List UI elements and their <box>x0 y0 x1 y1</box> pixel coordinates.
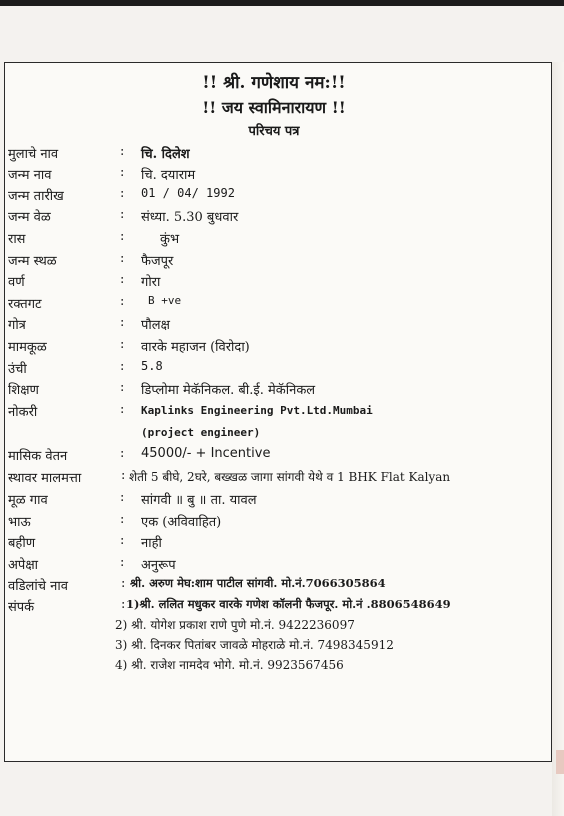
field-father-name: वडिलांचे नाव : श्री. अरुण मेघ:शाम पाटील सांगवी. मो.नं.7066305864 <box>8 576 386 594</box>
field-name: मुलाचे नाव : चि. दिलेश <box>8 144 190 162</box>
field-value: डिप्लोमा मेकॅनिकल. बी.ई. मेकॅनिकल <box>141 383 316 398</box>
field-label: गोत्र <box>8 318 26 333</box>
field-brother: भाऊ : एक (अविवाहित) <box>8 512 222 530</box>
field-label: जन्म स्थळ <box>8 254 57 269</box>
contact-item: 3) श्री. दिनकर पितांबर जावळे मोहराळे मो.नं. 7498345912 <box>115 638 394 652</box>
field-label: मुलाचे नाव <box>8 147 59 162</box>
field-contact: संपर्क : 1)श्री. ललित मधुकर वारके गणेश कॉलनी फैजपूर. मो.नं .8806548649 <box>8 597 451 615</box>
field-label: भाऊ <box>8 515 31 530</box>
field-value: सांगवी ॥ बु ॥ ता. यावल <box>141 493 257 508</box>
field-value: एक (अविवाहित) <box>141 515 222 530</box>
field-job-title <box>8 424 548 444</box>
field-value: फैजपूर <box>141 254 174 269</box>
field-value: पौलक्ष <box>141 318 170 333</box>
field-value: 01 / 04/ 1992 <box>141 186 235 200</box>
field-value: चि. दयाराम <box>141 168 196 183</box>
field-value: संध्या. 5.30 बुधवार <box>141 210 239 225</box>
invocation-ganesha: !! श्री. गणेशाय नम:!! <box>202 73 346 93</box>
field-label: शिक्षण <box>8 383 39 398</box>
field-maternal-family: मामकूळ : वारके महाजन (विरोदा) <box>8 337 250 355</box>
field-value: (project engineer) <box>141 426 261 439</box>
field-label: अपेक्षा <box>8 558 39 573</box>
field-label: रास <box>8 232 26 247</box>
invocation-swaminarayan: !! जय स्वामिनारायण !! <box>202 98 346 117</box>
field-label: जन्म वेळ <box>8 210 51 225</box>
field-value: गोरा <box>141 275 161 290</box>
screen-top-bar <box>0 0 564 6</box>
field-label: मामकूळ <box>8 340 47 355</box>
page-corner-mark <box>556 750 564 774</box>
field-value: 45000/- + Incentive <box>141 446 271 461</box>
field-value: अनुरूप <box>141 558 176 573</box>
page-edge-shadow <box>552 62 564 816</box>
field-value: Kaplinks Engineering Pvt.Ltd.Mumbai <box>141 404 373 417</box>
field-label: जन्म तारीख <box>8 189 64 204</box>
field-birth-place: जन्म स्थळ : फैजपूर <box>8 251 174 269</box>
field-label: रक्तगट <box>8 297 42 312</box>
field-value: चि. दिलेश <box>141 147 190 162</box>
field-birth-time: जन्म वेळ : संध्या. 5.30 बुधवार <box>8 207 239 225</box>
field-height: उंची : 5.8 <box>8 359 163 377</box>
field-native-village: मूळ गाव : सांगवी ॥ बु ॥ ता. यावल <box>8 490 257 508</box>
field-salary: मासिक वेतन : 45000/- + Incentive <box>8 446 271 464</box>
field-label: बहीण <box>8 536 36 551</box>
field-sister: बहीण : नाही <box>8 533 162 551</box>
field-job: नोकरी : Kaplinks Engineering Pvt.Ltd.Mumbai <box>8 402 373 420</box>
field-label: जन्म नाव <box>8 168 52 183</box>
field-education: शिक्षण : डिप्लोमा मेकॅनिकल. बी.ई. मेकॅनिकल <box>8 380 316 398</box>
field-complexion: वर्ण : गोरा <box>8 272 161 290</box>
field-label: वर्ण <box>8 275 25 290</box>
field-label: उंची <box>8 362 27 377</box>
field-value: श्री. अरुण मेघ:शाम पाटील सांगवी. मो.नं.7066305864 <box>130 576 386 590</box>
field-value: शेती 5 बीघे, 2घरे, बख्खळ जागा सांगवी येथे व 1 BHK Flat Kalyan <box>129 470 451 484</box>
field-label: स्थावर मालमत्ता <box>8 471 82 486</box>
field-label: मासिक वेतन <box>8 449 68 464</box>
field-property: स्थावर मालमत्ता : शेती 5 बीघे, 2घरे, बख्खळ जागा सांगवी येथे व 1 BHK Flat Kalyan <box>8 468 451 486</box>
field-value: 1)श्री. ललित मधुकर वारके गणेश कॉलनी फैजपूर. मो.नं .8806548649 <box>126 597 451 611</box>
field-value: नाही <box>141 536 162 551</box>
field-value: वारके महाजन (विरोदा) <box>141 340 250 355</box>
field-value: कुंभ <box>160 232 180 247</box>
field-value: 5.8 <box>141 359 163 373</box>
field-blood-group: रक्तगट : B +ve <box>8 294 182 312</box>
field-label: मूळ गाव <box>8 493 48 508</box>
field-birth-date: जन्म तारीख : 01 / 04/ 1992 <box>8 186 235 204</box>
field-label: नोकरी <box>8 405 38 420</box>
field-value: B +ve <box>148 294 182 307</box>
field-label: संपर्क <box>8 600 35 615</box>
field-gotra: गोत्र : पौलक्ष <box>8 315 170 333</box>
field-label: वडिलांचे नाव <box>8 579 68 594</box>
field-expectation: अपेक्षा : अनुरूप <box>8 555 176 573</box>
contact-item: 2) श्री. योगेश प्रकाश राणे पुणे मो.नं. 9422236097 <box>115 618 355 632</box>
document-title: परिचय पत्र <box>248 124 300 139</box>
field-birth-name: जन्म नाव : चि. दयाराम <box>8 165 196 183</box>
contact-item: 4) श्री. राजेश नामदेव भोगे. मो.नं. 9923567456 <box>115 658 344 672</box>
field-rashi: रास : कुंभ <box>8 229 180 247</box>
